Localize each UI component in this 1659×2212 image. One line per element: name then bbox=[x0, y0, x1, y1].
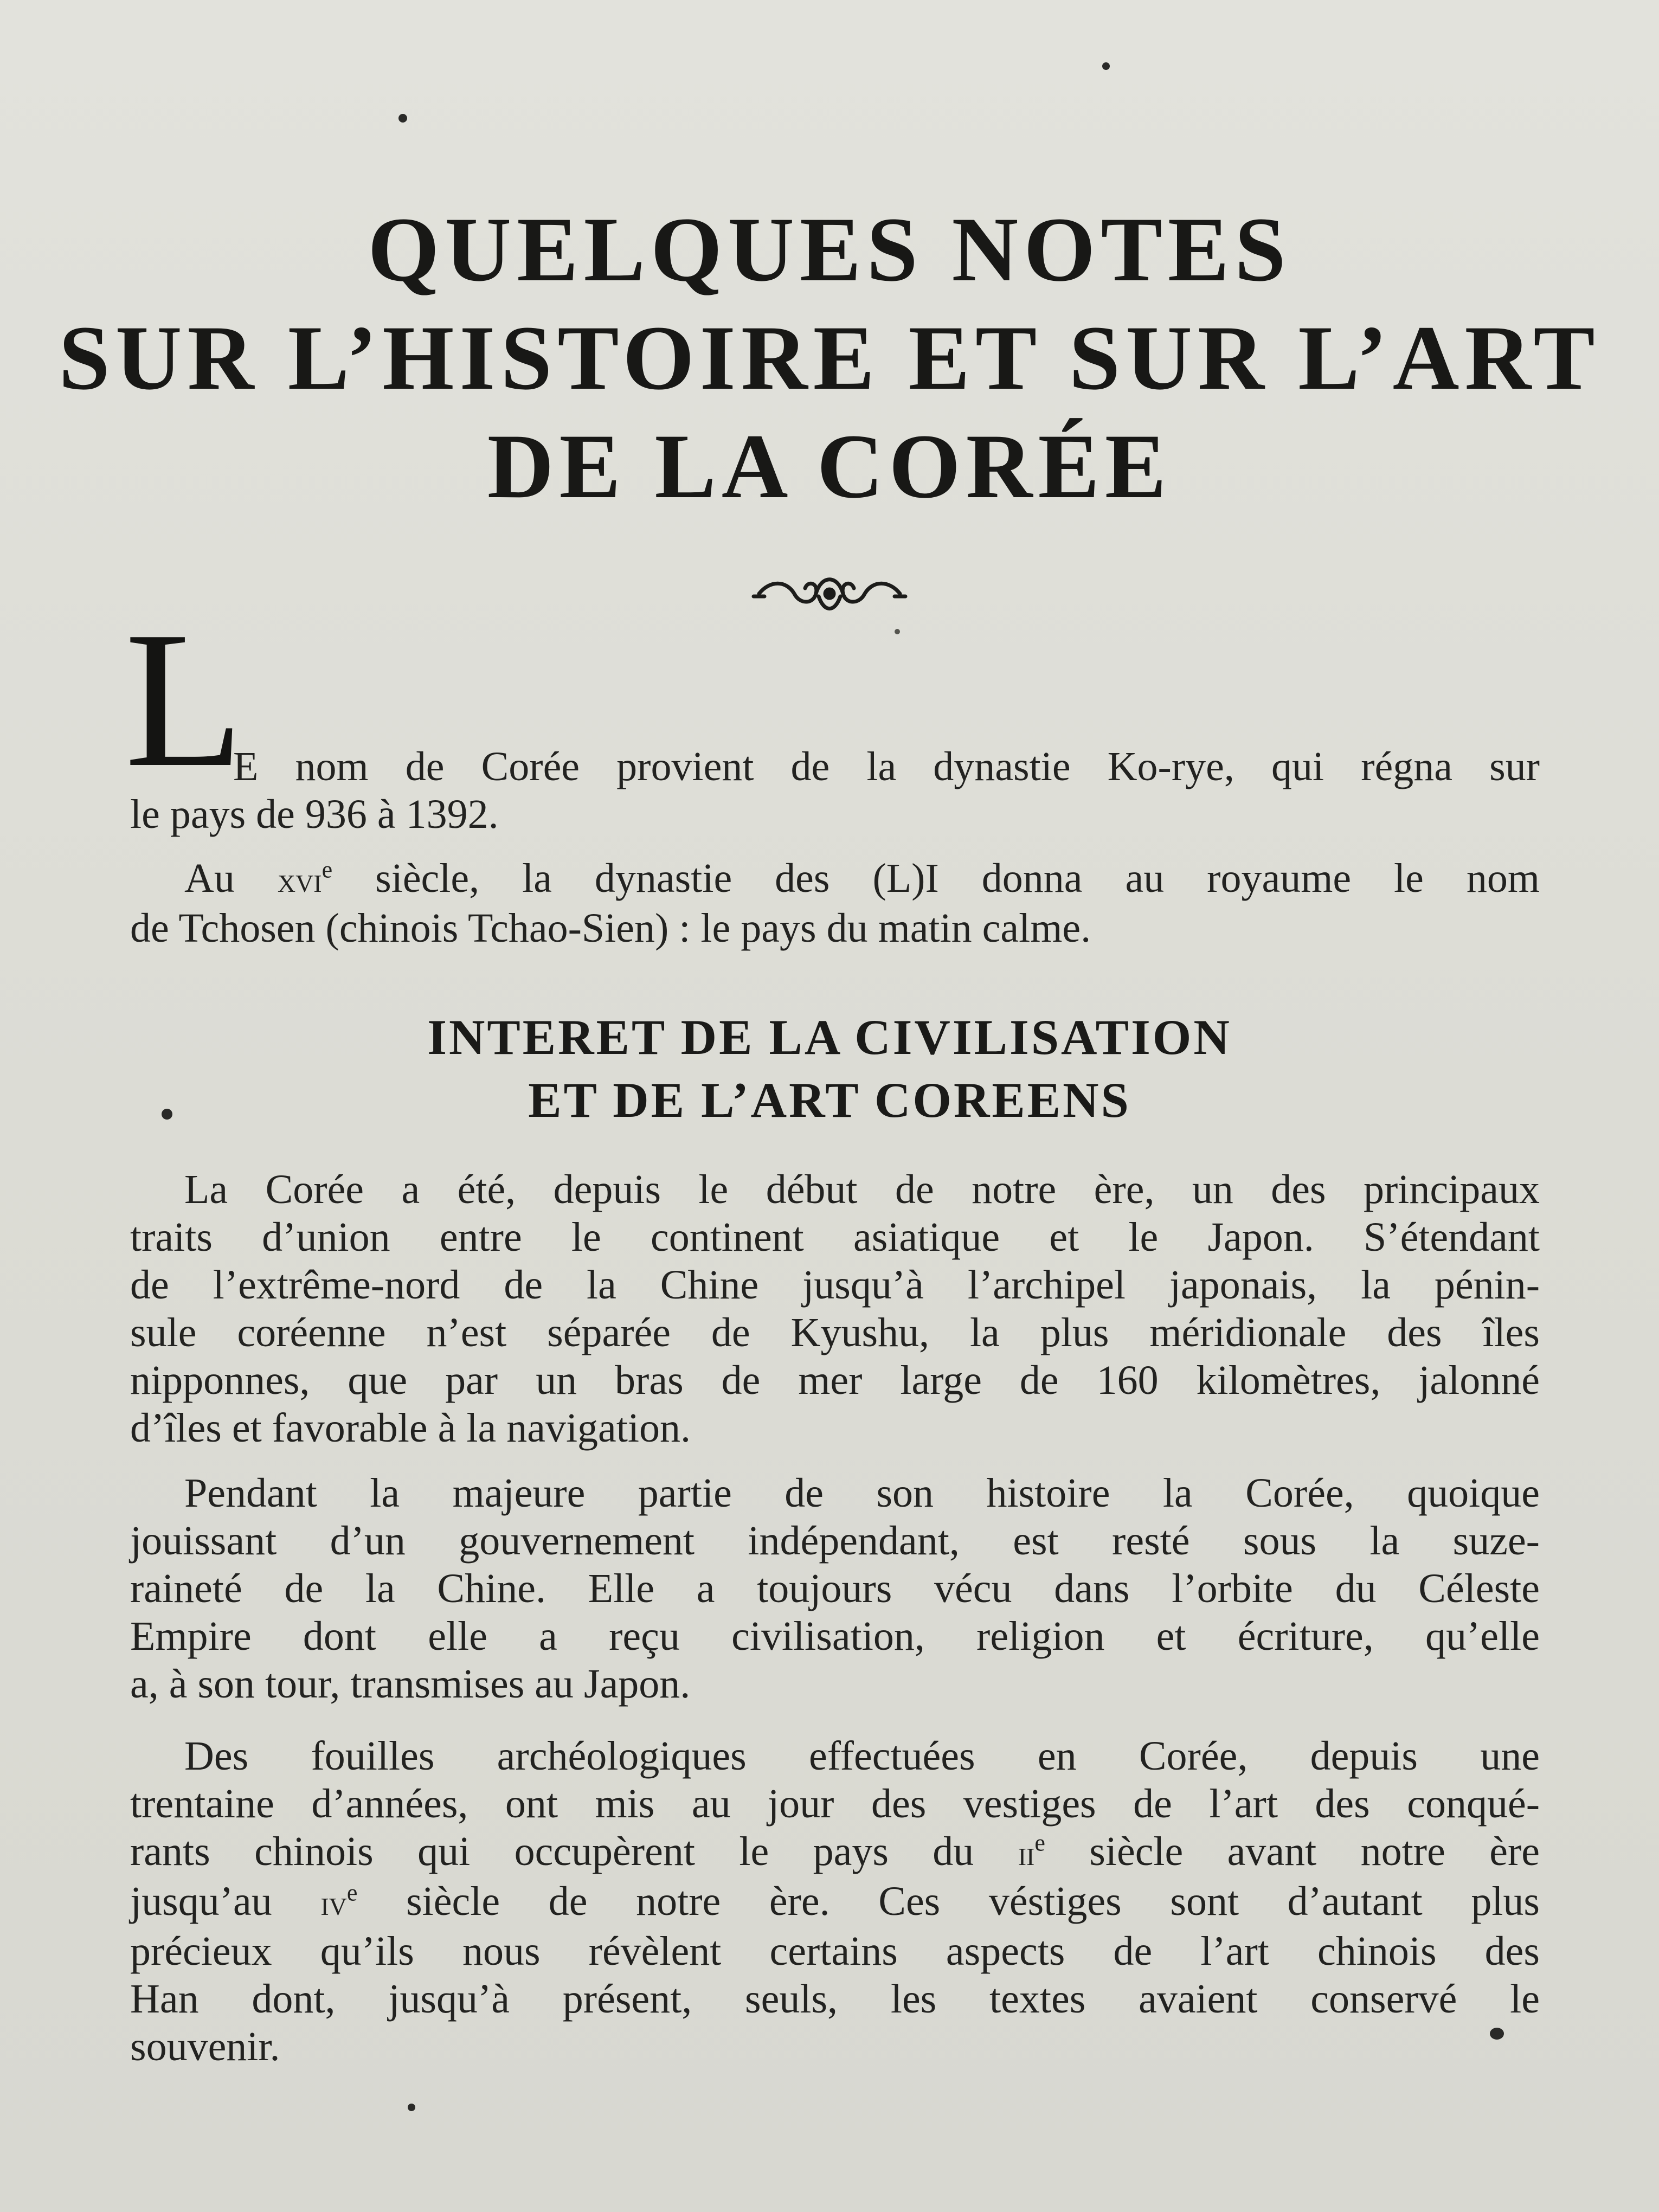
paper-speck bbox=[895, 629, 900, 634]
text-line: Pendant la majeure partie de son histoire la Corée, quoique bbox=[184, 1470, 1540, 1516]
title-line-3: DE LA CORÉE bbox=[487, 415, 1172, 517]
paper-speck bbox=[162, 1109, 172, 1120]
text-line: trentaine d’années, ont mis au jour des vestiges de l’art des conqué- bbox=[130, 1781, 1540, 1827]
superscript: e bbox=[346, 1879, 358, 1906]
text-line: jouissant d’un gouvernement indépendant, est resté sous la suze- bbox=[130, 1518, 1540, 1564]
text-line: sule coréenne n’est séparée de Kyushu, la plus méridionale des îles bbox=[130, 1310, 1540, 1355]
text-run: siècle de notre ère. Ces véstiges sont d’autant plus bbox=[357, 1879, 1540, 1924]
intro-paragraph-2 bbox=[130, 854, 1540, 952]
paper-speck bbox=[408, 2104, 415, 2111]
text-line bbox=[130, 854, 1540, 904]
text-line: E nom de Corée provient de la dynastie Ko-rye, qui régna sur bbox=[233, 744, 1540, 789]
text-line: nipponnes, que par un bras de mer large de 160 kilomètres, jalonné bbox=[130, 1358, 1540, 1403]
text-line: Han dont, jusqu’à présent, seuls, les textes avaient conservé le bbox=[130, 1976, 1540, 2022]
text-line: de l’extrême-nord de la Chine jusqu’à l’archipel japonais, la pénin- bbox=[130, 1262, 1540, 1308]
text-line: a, à son tour, transmises au Japon. bbox=[130, 1661, 691, 1707]
text-line bbox=[130, 1828, 1540, 1877]
text-run: jusqu’au bbox=[130, 1879, 321, 1924]
text-line: traits d’union entre le continent asiatique et le Japon. S’étendant bbox=[130, 1214, 1540, 1260]
text-line: Empire dont elle a reçu civilisation, religion et écriture, qu’elle bbox=[130, 1613, 1540, 1659]
text-run: Au bbox=[184, 856, 278, 901]
roman-numeral: ii bbox=[1018, 1834, 1035, 1873]
text-line: de Tchosen (chinois Tchao-Sien) : le pays du matin calme. bbox=[130, 905, 1091, 951]
superscript: e bbox=[321, 856, 333, 883]
text-line: souvenir. bbox=[130, 2024, 280, 2069]
superscript: e bbox=[1034, 1829, 1045, 1856]
roman-numeral: xvi bbox=[277, 860, 322, 900]
paper-speck bbox=[398, 114, 407, 123]
section-paragraph-1 bbox=[130, 1166, 1540, 1452]
text-line: précieux qu’ils nous révèlent certains aspects de l’art chinois des bbox=[130, 1928, 1540, 1974]
intro-paragraph-1-line-1 bbox=[233, 743, 1540, 790]
section-paragraph-3 bbox=[130, 1732, 1540, 2070]
text-line: La Corée a été, depuis le début de notre ère, un des principaux bbox=[184, 1167, 1540, 1212]
page-title bbox=[0, 195, 1659, 520]
text-line: Des fouilles archéologiques effectuées en Corée, depuis une bbox=[184, 1733, 1540, 1779]
text-line bbox=[130, 1877, 1540, 1927]
roman-numeral: iv bbox=[320, 1883, 347, 1923]
intro-paragraph-1 bbox=[130, 790, 1540, 838]
ornament-fleuron-icon bbox=[748, 564, 911, 618]
paper-speck bbox=[1490, 2028, 1504, 2040]
section-heading bbox=[0, 1006, 1659, 1131]
drop-cap: L bbox=[125, 591, 244, 807]
title-line-2: SUR L’HISTOIRE ET SUR L’ART bbox=[59, 307, 1600, 409]
text-run: siècle avant notre ère bbox=[1045, 1829, 1540, 1874]
text-run: siècle, la dynastie des (L)I donna au royaume le nom bbox=[332, 856, 1540, 901]
section-heading-line-2: ET DE L’ART COREENS bbox=[528, 1072, 1131, 1128]
text-run: rants chinois qui occupèrent le pays du bbox=[130, 1829, 1018, 1874]
title-line-1: QUELQUES NOTES bbox=[368, 198, 1291, 300]
section-heading-line-1: INTERET DE LA CIVILISATION bbox=[427, 1009, 1232, 1065]
text-line: le pays de 936 à 1392. bbox=[130, 792, 499, 837]
paper-speck bbox=[1102, 62, 1110, 70]
text-line: raineté de la Chine. Elle a toujours vécu dans l’orbite du Céleste bbox=[130, 1566, 1540, 1611]
section-paragraph-2 bbox=[130, 1469, 1540, 1708]
text-line: d’îles et favorable à la navigation. bbox=[130, 1405, 691, 1451]
